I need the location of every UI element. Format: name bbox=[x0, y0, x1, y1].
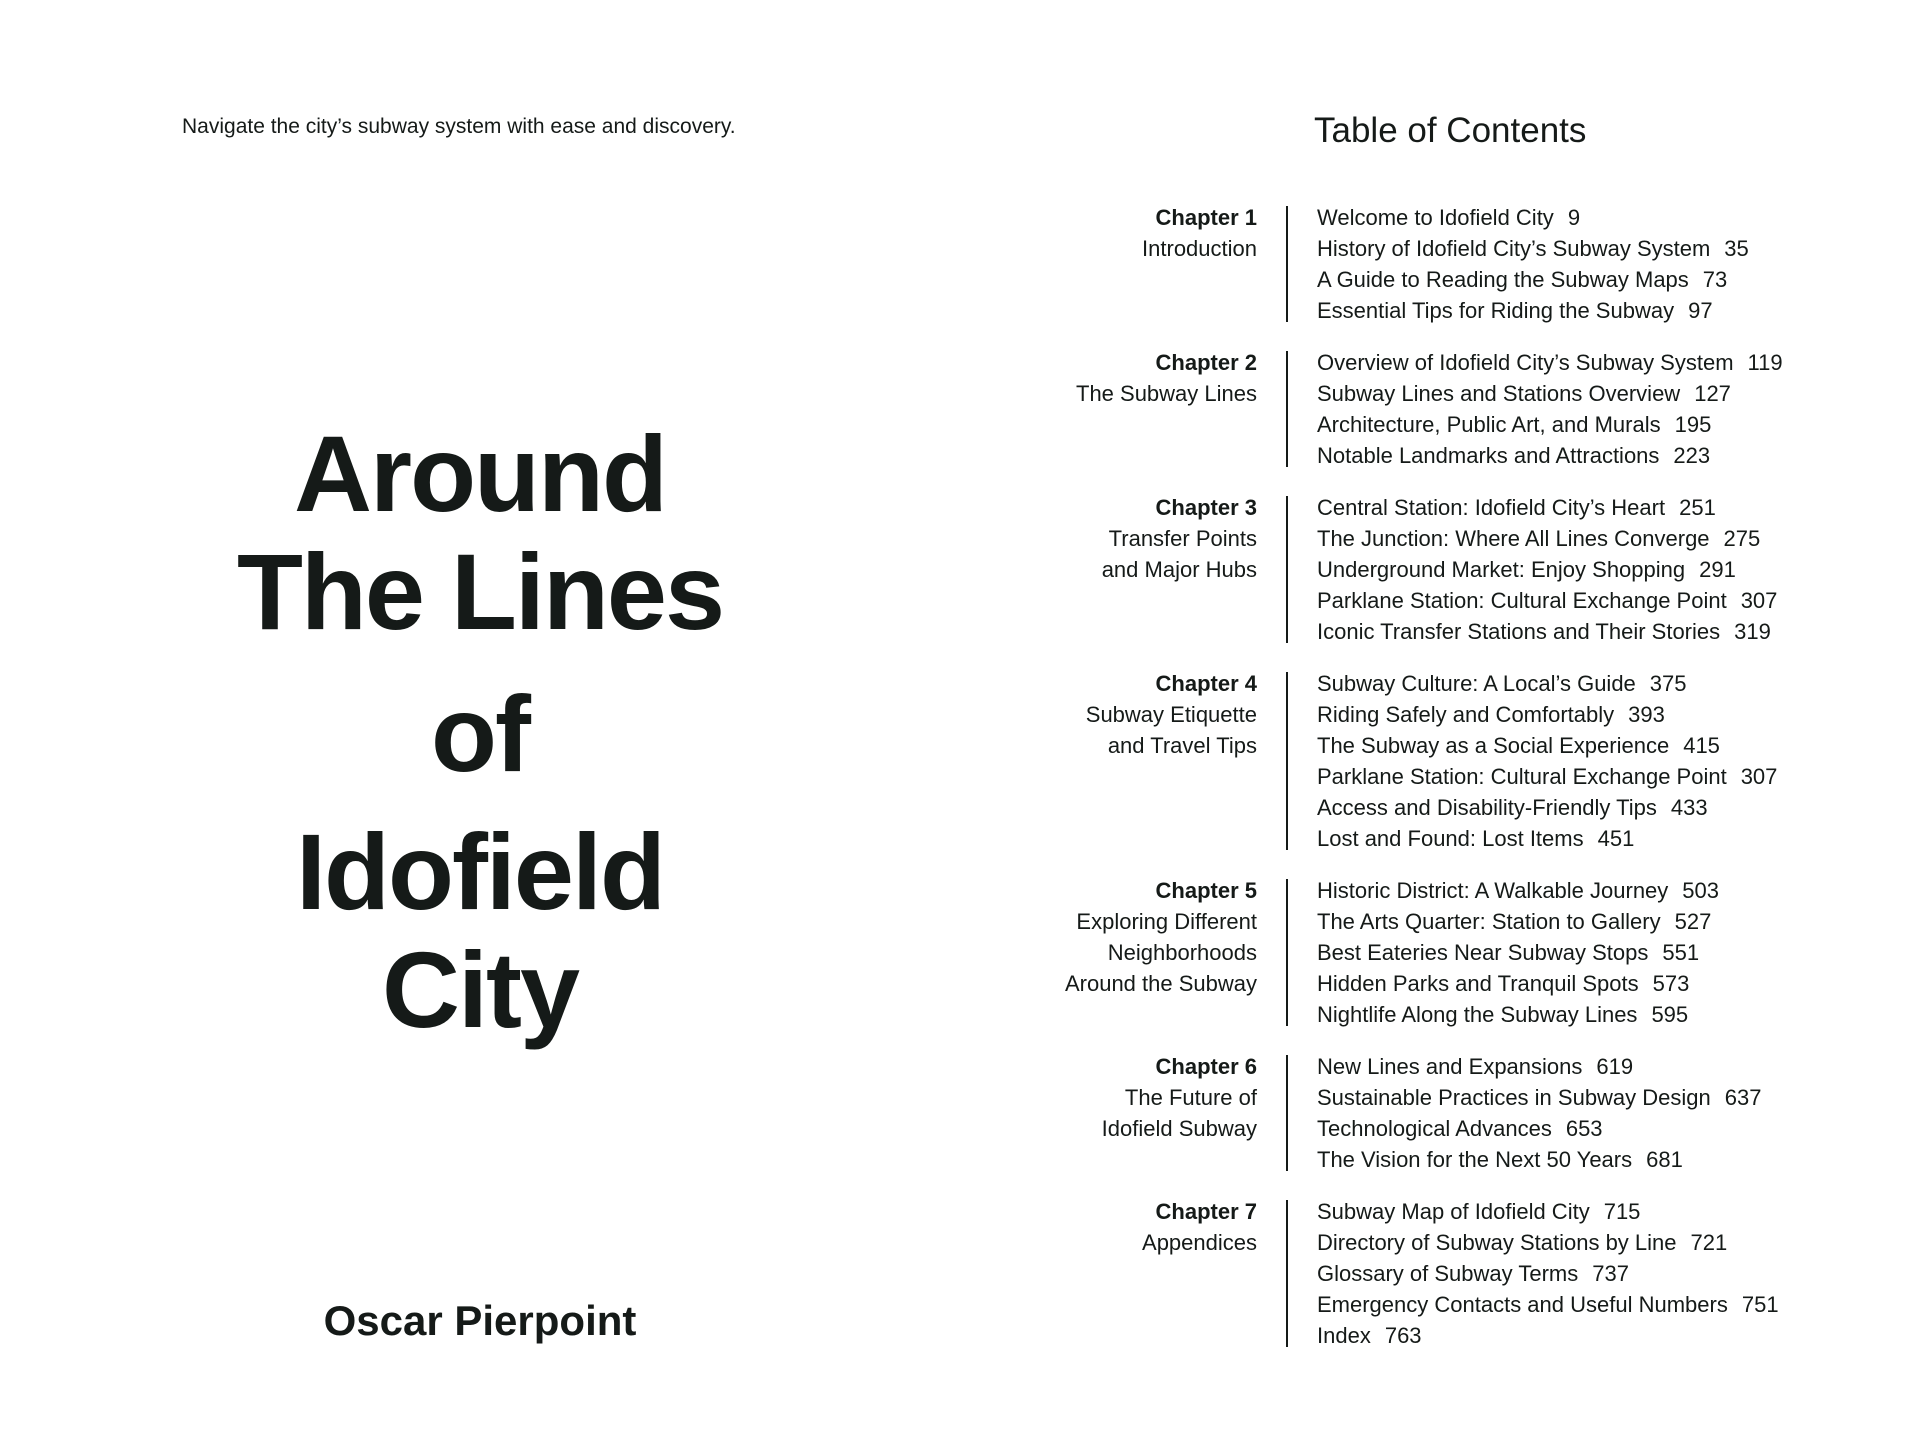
toc-entry[interactable] bbox=[1317, 409, 1783, 440]
entry-page-number: 433 bbox=[1670, 795, 1708, 820]
chapter-label bbox=[1000, 347, 1286, 471]
entry-title: Underground Market: Enjoy Shopping bbox=[1317, 557, 1686, 582]
entry-page-number: 291 bbox=[1699, 557, 1736, 582]
chapter-entries bbox=[1288, 1196, 1779, 1351]
toc-entry[interactable] bbox=[1317, 1196, 1779, 1227]
entry-title: Riding Safely and Comfortably bbox=[1317, 702, 1615, 727]
chapter-number: Chapter 3 bbox=[1155, 495, 1257, 520]
entry-page-number: 119 bbox=[1747, 350, 1783, 375]
book-title-line: The Lines bbox=[236, 531, 724, 652]
entry-page-number: 637 bbox=[1724, 1085, 1762, 1110]
toc-entry[interactable] bbox=[1317, 295, 1749, 326]
chapter-name: Idofield Subway bbox=[1101, 1116, 1257, 1141]
toc-entry[interactable] bbox=[1317, 823, 1777, 854]
entry-page-number: 73 bbox=[1702, 267, 1728, 292]
toc-entry[interactable] bbox=[1317, 1051, 1761, 1082]
entry-title: Directory of Subway Stations by Line bbox=[1317, 1230, 1677, 1255]
entry-page-number: 375 bbox=[1649, 671, 1687, 696]
entry-title: Best Eateries Near Subway Stops bbox=[1317, 940, 1649, 965]
chapter-name: Introduction bbox=[1142, 236, 1257, 261]
entry-page-number: 415 bbox=[1683, 733, 1720, 758]
toc-entry[interactable] bbox=[1317, 616, 1777, 647]
chapter-label bbox=[1000, 1051, 1286, 1175]
chapter-label bbox=[1000, 202, 1286, 326]
entry-page-number: 393 bbox=[1628, 702, 1665, 727]
entry-title: Hidden Parks and Tranquil Spots bbox=[1317, 971, 1639, 996]
entry-page-number: 619 bbox=[1596, 1054, 1634, 1079]
entry-title: Overview of Idofield City’s Subway System bbox=[1317, 350, 1734, 375]
chapter-name: Transfer Points bbox=[1108, 526, 1257, 551]
book-title-line: Idofield bbox=[296, 811, 664, 932]
toc-entry[interactable] bbox=[1317, 761, 1777, 792]
chapter-label bbox=[1000, 492, 1286, 647]
toc-chapter bbox=[1000, 347, 1900, 471]
toc-chapter bbox=[1000, 1196, 1900, 1351]
toc-chapter bbox=[1000, 668, 1900, 854]
toc-entry[interactable] bbox=[1317, 906, 1719, 937]
entry-page-number: 307 bbox=[1740, 764, 1778, 789]
entry-title: Technological Advances bbox=[1317, 1116, 1552, 1141]
toc-entry[interactable] bbox=[1317, 937, 1719, 968]
entry-page-number: 307 bbox=[1740, 588, 1778, 613]
entry-page-number: 551 bbox=[1662, 940, 1700, 965]
toc-entry[interactable] bbox=[1317, 1113, 1761, 1144]
entry-title: Subway Map of Idofield City bbox=[1317, 1199, 1590, 1224]
toc-entry[interactable] bbox=[1317, 554, 1777, 585]
entry-title: The Vision for the Next 50 Years bbox=[1317, 1147, 1633, 1172]
entry-page-number: 223 bbox=[1673, 443, 1711, 468]
chapter-name: The Future of bbox=[1124, 1085, 1257, 1110]
entry-title: Nightlife Along the Subway Lines bbox=[1317, 1002, 1638, 1027]
entry-title: Central Station: Idofield City’s Heart bbox=[1317, 495, 1666, 520]
chapter-name: and Travel Tips bbox=[1107, 733, 1257, 758]
toc-entry[interactable] bbox=[1317, 347, 1783, 378]
entry-page-number: 573 bbox=[1652, 971, 1690, 996]
chapter-entries bbox=[1288, 1051, 1761, 1175]
entry-page-number: 527 bbox=[1674, 909, 1712, 934]
book-author: Oscar Pierpoint bbox=[323, 1297, 637, 1344]
toc-entry[interactable] bbox=[1317, 1144, 1761, 1175]
entry-title: Emergency Contacts and Useful Numbers bbox=[1317, 1292, 1728, 1317]
entry-page-number: 737 bbox=[1592, 1261, 1629, 1286]
book-title-line: of bbox=[431, 673, 529, 794]
entry-page-number: 715 bbox=[1603, 1199, 1641, 1224]
toc-entry[interactable] bbox=[1317, 699, 1777, 730]
toc-entry[interactable] bbox=[1317, 440, 1783, 471]
toc-entry[interactable] bbox=[1317, 730, 1777, 761]
chapter-name: Exploring Different bbox=[1076, 909, 1257, 934]
entry-page-number: 251 bbox=[1679, 495, 1716, 520]
entry-title: Glossary of Subway Terms bbox=[1317, 1261, 1579, 1286]
entry-title: Lost and Found: Lost Items bbox=[1317, 826, 1584, 851]
book-title-line: City bbox=[381, 929, 579, 1050]
chapter-entries bbox=[1288, 347, 1783, 471]
entry-page-number: 127 bbox=[1694, 381, 1731, 406]
chapter-label bbox=[1000, 1196, 1286, 1351]
toc-entry[interactable] bbox=[1317, 523, 1777, 554]
toc-entry[interactable] bbox=[1317, 1082, 1761, 1113]
chapter-name: Around the Subway bbox=[1064, 971, 1257, 996]
entry-page-number: 97 bbox=[1688, 298, 1713, 323]
toc-entry[interactable] bbox=[1317, 585, 1777, 616]
entry-page-number: 763 bbox=[1384, 1323, 1422, 1348]
entry-title: Architecture, Public Art, and Murals bbox=[1317, 412, 1661, 437]
entry-page-number: 195 bbox=[1674, 412, 1712, 437]
entry-page-number: 35 bbox=[1724, 236, 1749, 261]
chapter-entries bbox=[1288, 875, 1719, 1030]
chapter-name: The Subway Lines bbox=[1076, 381, 1257, 406]
entry-page-number: 275 bbox=[1723, 526, 1761, 551]
chapter-name: and Major Hubs bbox=[1101, 557, 1257, 582]
toc-entry[interactable] bbox=[1317, 968, 1719, 999]
chapter-number: Chapter 5 bbox=[1155, 878, 1257, 903]
toc-entry[interactable] bbox=[1317, 1320, 1779, 1351]
entry-title: Parklane Station: Cultural Exchange Point bbox=[1317, 764, 1727, 789]
toc-entry[interactable] bbox=[1317, 1289, 1779, 1320]
entry-title: The Subway as a Social Experience bbox=[1317, 733, 1670, 758]
chapter-name: Neighborhoods bbox=[1107, 940, 1257, 965]
entry-page-number: 595 bbox=[1651, 1002, 1689, 1027]
book-title bbox=[90, 415, 870, 1049]
entry-page-number: 451 bbox=[1597, 826, 1635, 851]
toc-heading: Table of Contents bbox=[1314, 111, 1587, 150]
toc-entry[interactable] bbox=[1317, 1227, 1779, 1258]
entry-page-number: 503 bbox=[1682, 878, 1720, 903]
chapter-number: Chapter 1 bbox=[1155, 205, 1257, 230]
chapter-number: Chapter 6 bbox=[1155, 1054, 1257, 1079]
entry-title: Subway Lines and Stations Overview bbox=[1317, 381, 1681, 406]
chapter-entries bbox=[1288, 202, 1749, 326]
toc-entry[interactable] bbox=[1317, 875, 1719, 906]
entry-title: A Guide to Reading the Subway Maps bbox=[1317, 267, 1689, 292]
toc-chapter bbox=[1000, 1051, 1900, 1175]
entry-title: New Lines and Expansions bbox=[1317, 1054, 1583, 1079]
entry-title: Access and Disability-Friendly Tips bbox=[1317, 795, 1657, 820]
entry-page-number: 681 bbox=[1646, 1147, 1683, 1172]
table-of-contents bbox=[1000, 202, 1900, 1372]
entry-title: Historic District: A Walkable Journey bbox=[1317, 878, 1669, 903]
chapter-entries bbox=[1288, 492, 1777, 647]
chapter-label bbox=[1000, 668, 1286, 854]
entry-title: Notable Landmarks and Attractions bbox=[1317, 443, 1660, 468]
entry-title: The Arts Quarter: Station to Gallery bbox=[1317, 909, 1661, 934]
entry-page-number: 751 bbox=[1741, 1292, 1779, 1317]
entry-page-number: 9 bbox=[1567, 205, 1581, 230]
entry-page-number: 653 bbox=[1565, 1116, 1603, 1141]
toc-chapter bbox=[1000, 202, 1900, 326]
toc-entry[interactable] bbox=[1317, 668, 1777, 699]
chapter-entries bbox=[1288, 668, 1777, 854]
chapter-number: Chapter 4 bbox=[1155, 671, 1257, 696]
entry-page-number: 319 bbox=[1734, 619, 1771, 644]
toc-entry[interactable] bbox=[1317, 202, 1749, 233]
toc-entry[interactable] bbox=[1317, 233, 1749, 264]
toc-entry[interactable] bbox=[1317, 1258, 1779, 1289]
chapter-name: Appendices bbox=[1142, 1230, 1257, 1255]
entry-title: History of Idofield City’s Subway System bbox=[1317, 236, 1711, 261]
chapter-number: Chapter 2 bbox=[1155, 350, 1257, 375]
entry-title: Parklane Station: Cultural Exchange Point bbox=[1317, 588, 1727, 613]
entry-title: The Junction: Where All Lines Converge bbox=[1317, 526, 1710, 551]
toc-chapter bbox=[1000, 875, 1900, 1030]
entry-title: Sustainable Practices in Subway Design bbox=[1317, 1085, 1711, 1110]
toc-entry[interactable] bbox=[1317, 999, 1719, 1030]
chapter-name: Subway Etiquette bbox=[1085, 702, 1257, 727]
entry-title: Essential Tips for Riding the Subway bbox=[1317, 298, 1675, 323]
toc-entry[interactable] bbox=[1317, 492, 1777, 523]
chapter-number: Chapter 7 bbox=[1155, 1199, 1257, 1224]
toc-entry[interactable] bbox=[1317, 264, 1749, 295]
toc-chapter bbox=[1000, 492, 1900, 647]
entry-title: Subway Culture: A Local’s Guide bbox=[1317, 671, 1636, 696]
toc-entry[interactable] bbox=[1317, 792, 1777, 823]
entry-page-number: 721 bbox=[1690, 1230, 1728, 1255]
cover-tagline: Navigate the city’s subway system with ease and discovery. bbox=[182, 115, 736, 138]
entry-title: Iconic Transfer Stations and Their Stories bbox=[1317, 619, 1721, 644]
book-title-line: Around bbox=[294, 413, 666, 534]
entry-title: Index bbox=[1317, 1323, 1371, 1348]
toc-entry[interactable] bbox=[1317, 378, 1783, 409]
entry-title: Welcome to Idofield City bbox=[1317, 205, 1554, 230]
chapter-label bbox=[1000, 875, 1286, 1030]
